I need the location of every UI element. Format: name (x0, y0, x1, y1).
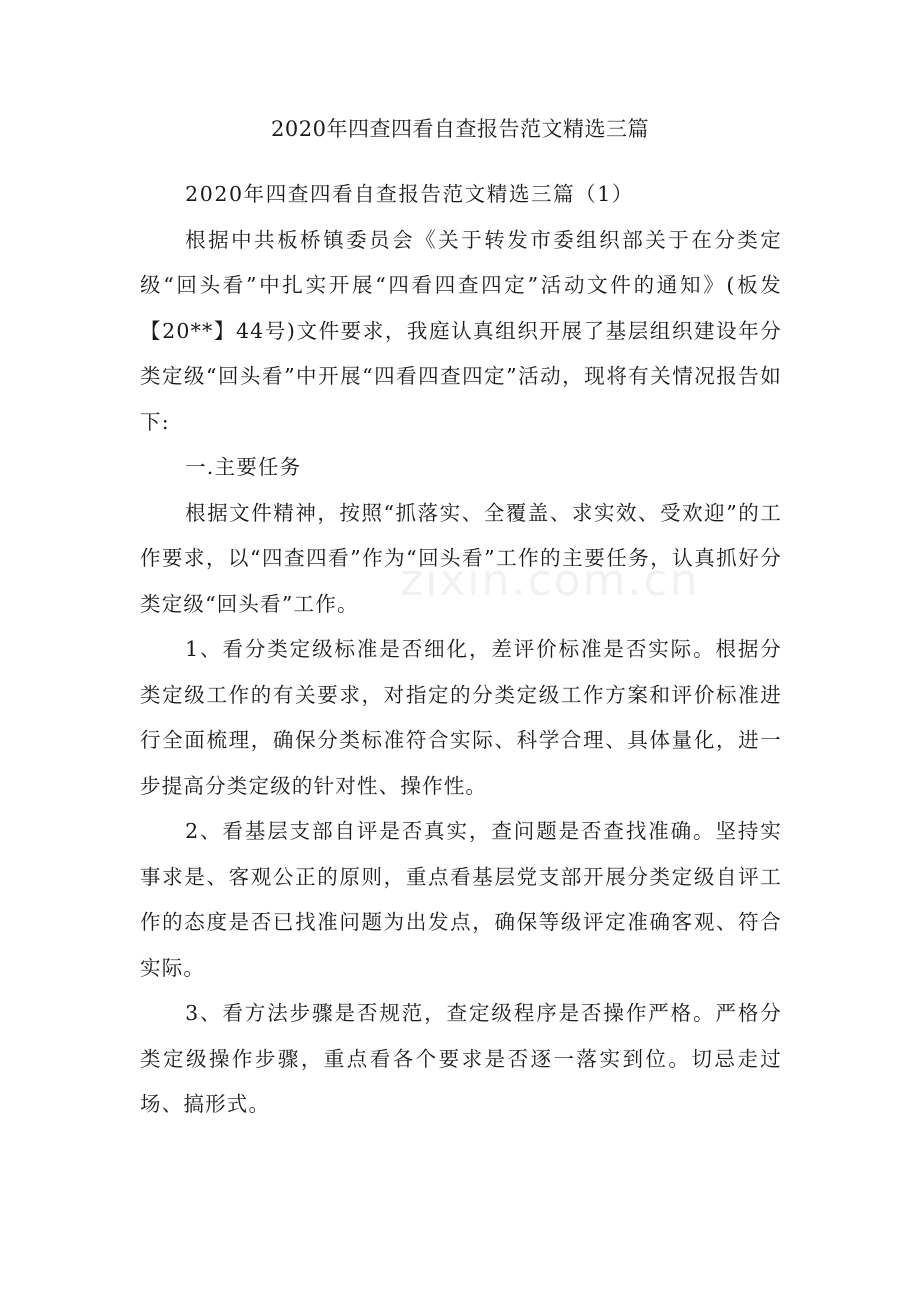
watermark-text: zixin.com.cn (400, 555, 700, 606)
intro-paragraph: 根据中共板桥镇委员会《关于转发市委组织部关于在分类定级“回头看”中扎实开展“四看四查四定”活动文件的通知》(板发【20**】44号)文件要求，我庭认真组织开展了基层组织建设年分类定级“回头看”中开展“四看四查四定”活动，现将有关情况报告如下: (140, 227, 782, 434)
main-tasks-paragraph: 根据文件精神，按照“抓落实、全覆盖、求实效、受欢迎”的工作要求，以“四查四看”作为“回头看”工作的主要任务，认真抓好分类定级“回头看”工作。 (140, 500, 782, 616)
task-item-2: 2、看基层支部自评是否真实，查问题是否查找准确。坚持实事求是、客观公正的原则，重点看基层党支部开展分类定级自评工作的态度是否已找准问题为出发点，确保等级评定准确客观、符合实际。 (140, 819, 782, 980)
document-title: 2020年四查四看自查报告范文精选三篇 (271, 117, 649, 141)
section-subtitle: 2020年四查四看自查报告范文精选三篇（1） (185, 182, 635, 206)
task-item-1: 1、看分类定级标准是否细化，差评价标准是否实际。根据分类定级工作的有关要求，对指定的分类定级工作方案和评价标准进行全面梳理，确保分类标准符合实际、科学合理、具体量化，进一步提高分类定级的针对性、操作性。 (140, 637, 782, 798)
task-item-3: 3、看方法步骤是否规范，查定级程序是否操作严格。严格分类定级操作步骤，重点看各个要求是否逐一落实到位。切忌走过场、搞形式。 (140, 1001, 782, 1116)
section-heading-main-tasks: 一.主要任务 (185, 455, 302, 479)
document-body (140, 172, 782, 1128)
